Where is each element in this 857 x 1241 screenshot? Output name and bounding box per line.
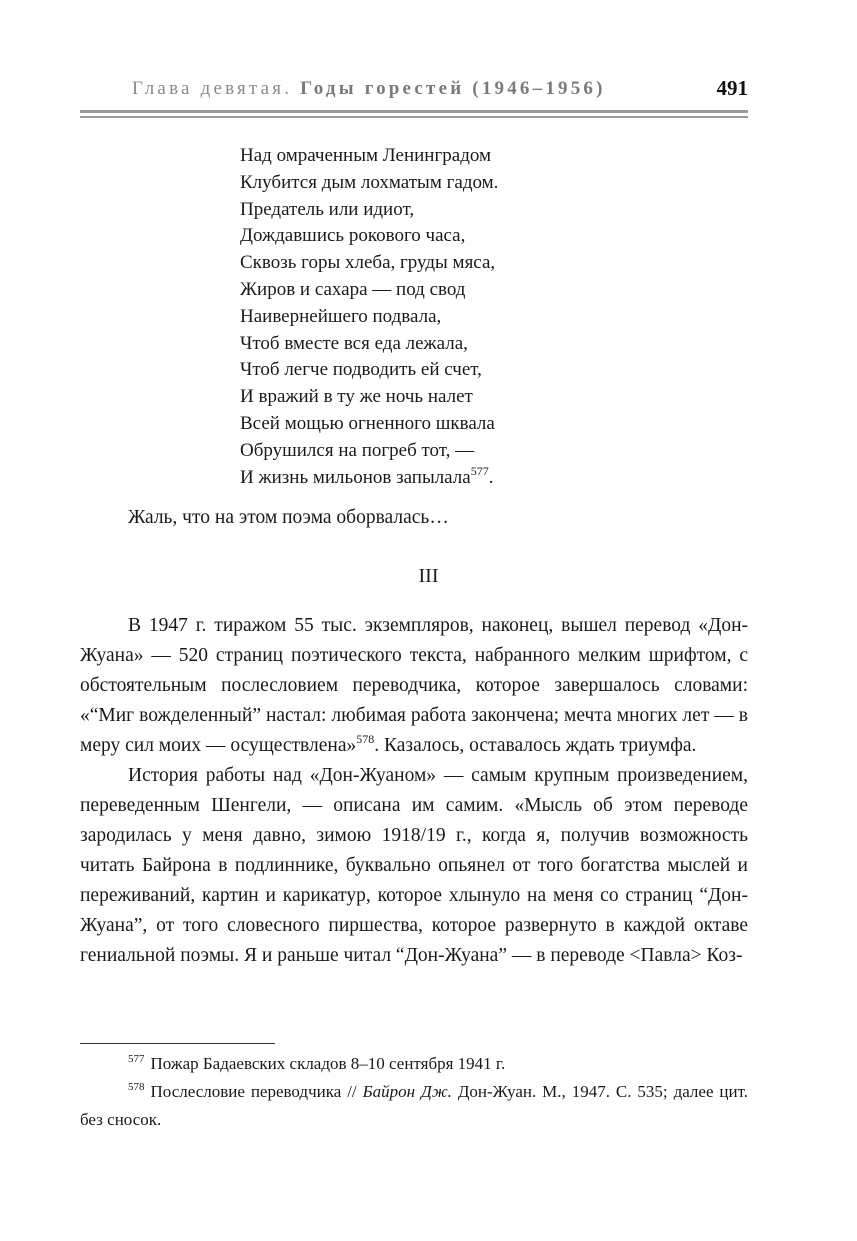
- poem-line: Чтоб легче подводить ей счет,: [240, 359, 482, 381]
- footnote-text: Дон-Жуан. М., 1947. С. 535; далее цит. без сносок.: [80, 1082, 749, 1129]
- chapter-number: Глава девятая.: [132, 78, 293, 99]
- poem-line: Клубится дым лохматым гадом.: [240, 171, 499, 193]
- poem-line: Над омраченным Ленинградом: [240, 145, 492, 166]
- poem-line: Предатель или идиот,: [240, 198, 415, 220]
- poem-line-last: [240, 465, 660, 492]
- poem-line: И вражий в ту же ночь налет: [240, 386, 473, 408]
- poem: [240, 143, 660, 491]
- paragraph: [80, 611, 748, 761]
- footnotes: [80, 1050, 748, 1134]
- page-number: 491: [716, 76, 748, 100]
- footnote-ref-578[interactable]: 578: [356, 732, 375, 746]
- poem-line: Обрушился на погреб тот, —: [240, 439, 475, 461]
- footnote-number: 577: [128, 1053, 145, 1065]
- footnote-text: Пожар Бадаевских складов 8–10 сентября 1941 г.: [150, 1054, 506, 1073]
- poem-line: Чтоб вместе вся еда лежала,: [240, 332, 468, 354]
- poem-line: Жиров и сахара — под свод: [240, 278, 466, 300]
- main-text: [80, 611, 748, 971]
- paragraph: История работы над «Дон-Жуаном» — самым крупным произведением, переведенным Шенгели, — описана им самим. «Мысль об этом переводе зародилась у меня давно, зимою 1918/19 г., когда я, получив возможность читать Байрона в подлиннике, буквально опьянел от того богатства мыслей и переживаний, картин и карикатур, которое хлынуло на меня со страниц “Дон-Жуана”, от того словесного пиршества, которое развернуто в каждой октаве гениальной поэмы. Я и раньше читал “Дон-Жуана” — в переводе <Павла> Коз-: [80, 765, 748, 966]
- chapter-label: [132, 78, 606, 100]
- paragraph-text: . Казалось, оставалось ждать триумфа.: [374, 735, 697, 756]
- footnote-ref-577[interactable]: 577: [470, 463, 489, 478]
- poem-line-text: И жизнь мильонов запылала: [240, 466, 471, 488]
- poem-line: Сквозь горы хлеба, груды мяса,: [240, 252, 496, 274]
- poem-line: Всей мощью огненного шквала: [240, 412, 495, 434]
- poem-line: Наивернейшего подвала,: [240, 305, 442, 327]
- header-rule-thick: [80, 110, 748, 113]
- chapter-title: Годы горестей (1946–1956): [300, 78, 606, 99]
- running-header: [80, 74, 748, 104]
- poem-line: Дождавшись рокового часа,: [240, 225, 466, 247]
- footnote-author: Байрон Дж.: [362, 1082, 452, 1101]
- poem-end-punct: .: [488, 466, 494, 488]
- footnote-text: Послесловие переводчика //: [150, 1082, 357, 1101]
- footnote-578: [80, 1078, 748, 1134]
- footnote-577: [80, 1050, 748, 1078]
- footnote-rule: [80, 1043, 275, 1044]
- paragraph-text: В 1947 г. тиражом 55 тыс. экземпляров, наконец, вышел перевод «Дон-Жуана» — 520 страниц поэтического текста, набранного мелким шрифтом, с обстоятельным послесловием переводчика, которое завершалось словами: «“Миг вожделенный” настал: любимая работа закончена; мечта многих лет — в меру сил моих — осуществлена»: [80, 615, 748, 756]
- footnote-number: 578: [128, 1081, 145, 1093]
- section-number: III: [418, 565, 439, 587]
- header-rule-thin: [80, 116, 748, 118]
- lament-line: Жаль, что на этом поэма оборвалась…: [128, 507, 449, 528]
